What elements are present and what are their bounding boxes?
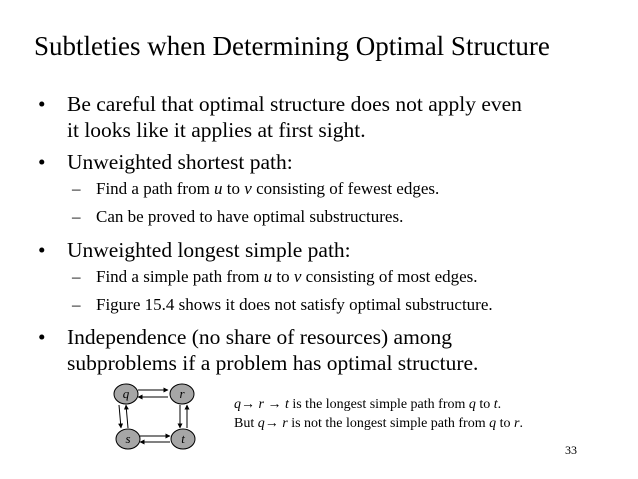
slide-title: Subtleties when Determining Optimal Structure bbox=[34, 31, 550, 61]
dash-marker: – bbox=[72, 179, 81, 198]
graph-node-r bbox=[170, 384, 194, 404]
bullet-1-line-1: Be careful that optimal structure does not apply even bbox=[67, 92, 522, 116]
subitem-shortest-1: – Find a path from u to v consisting of fewest edges. bbox=[72, 179, 440, 198]
edge-q-s bbox=[119, 405, 121, 428]
graph-node-t-label: t bbox=[181, 431, 185, 446]
bullet-4-line-2: subproblems if a problem has optimal structure. bbox=[67, 351, 479, 375]
bullet-2-line-1: Unweighted shortest path: bbox=[67, 150, 293, 174]
dash-marker: – bbox=[72, 295, 81, 314]
graph-node-s bbox=[116, 429, 140, 449]
bullet-3-line-1: Unweighted longest simple path: bbox=[67, 238, 351, 262]
subitem-longest-1: – Find a simple path from u to v consisting of most edges. bbox=[72, 267, 478, 286]
bullet-marker: • bbox=[38, 238, 46, 262]
graph-node-q-label: q bbox=[122, 386, 130, 401]
edge-s-q bbox=[126, 405, 128, 428]
graph-node-t bbox=[171, 429, 195, 449]
graph-node-r-label: r bbox=[179, 386, 185, 401]
path-graph-figure bbox=[108, 378, 198, 454]
figure-note-line-2: But q→ r is not the longest simple path from q to r. bbox=[234, 416, 523, 431]
bullet-marker: • bbox=[38, 92, 46, 116]
subitem-shortest-2: – Can be proved to have optimal substructures. bbox=[72, 207, 404, 226]
graph-node-s-label: s bbox=[125, 431, 131, 446]
dash-marker: – bbox=[72, 267, 81, 286]
bullet-marker: • bbox=[38, 150, 46, 174]
figure-note-line-1: q→ r → t is the longest simple path from q to t. bbox=[234, 397, 502, 412]
bullet-1-line-2: it looks like it applies at first sight. bbox=[67, 118, 366, 142]
dash-marker: – bbox=[72, 207, 81, 226]
bullet-marker: • bbox=[38, 325, 46, 349]
graph-node-q bbox=[114, 384, 138, 404]
bullet-4-line-1: Independence (no share of resources) among bbox=[67, 325, 453, 349]
subitem-longest-2: – Figure 15.4 shows it does not satisfy optimal substructure. bbox=[72, 295, 493, 314]
page-number: 33 bbox=[565, 443, 577, 457]
